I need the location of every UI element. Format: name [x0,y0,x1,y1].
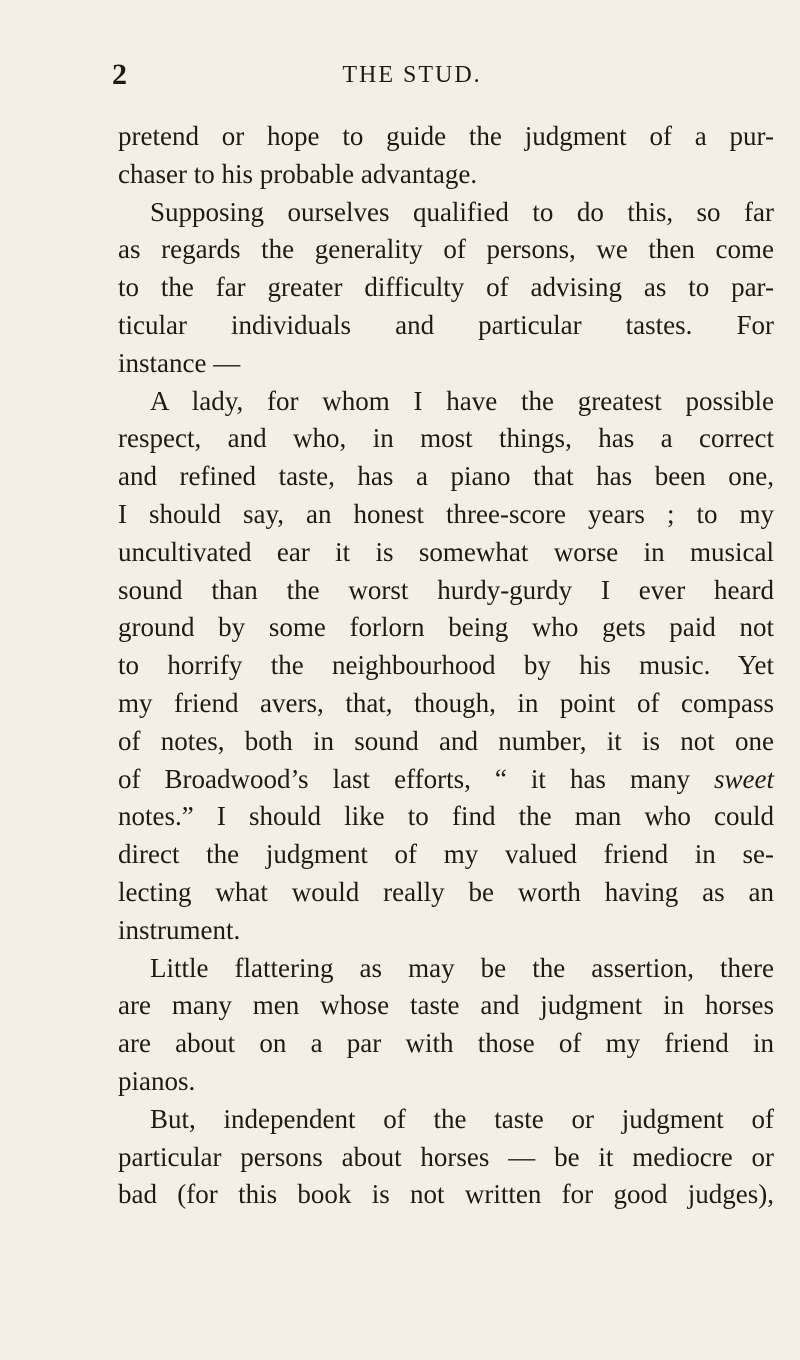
line-text: to the far greater difficulty of advising as to par- [118,272,774,303]
line-text: my friend avers, that, though, in point of compass [118,687,774,718]
text-line [118,156,774,194]
text-line [118,1176,774,1214]
line-text: pianos. [118,1065,196,1096]
line-text: as regards the generality of persons, we then come [118,234,774,265]
text-line [118,118,774,156]
line-text: But, independent of the taste or judgment of [150,1103,774,1134]
text-line [118,609,774,647]
text-line [118,572,774,610]
text-line [118,950,774,988]
text-line [118,1101,774,1139]
running-head: THE STUD. [342,62,482,88]
text-line [118,1025,774,1063]
text-line [118,987,774,1025]
text-line [118,1139,774,1177]
body-text [118,118,774,1214]
page-header [112,58,712,98]
text-line [118,420,774,458]
line-text: uncultivated ear it is somewhat worse in musical [118,536,774,567]
text-line [118,383,774,421]
text-line [118,912,774,950]
text-line [118,798,774,836]
text-line [118,761,774,799]
line-text: are many men whose taste and judgment in horses [118,990,774,1021]
line-text: chaser to his probable advantage. [118,158,478,189]
text-line [118,458,774,496]
text-line [118,307,774,345]
line-text: ground by some forlorn being who gets paid not [118,612,774,643]
italic-word: sweet [714,763,775,794]
line-text: to horrify the neighbourhood by his music. Yet [118,650,774,681]
line-text: Little flattering as may be the assertion, there [150,952,774,983]
text-line [118,1063,774,1101]
text-line [118,231,774,269]
text-line [118,874,774,912]
line-text: pretend or hope to guide the judgment of a pur- [118,121,774,151]
line-text: of Broadwood’s last efforts, “ it has many [118,763,690,794]
line-text: and refined taste, has a piano that has been one, [118,461,774,492]
line-text: A lady, for whom I have the greatest possible [150,385,774,416]
line-text: of notes, both in sound and number, it is not one [118,725,774,756]
line-text: notes.” I should like to find the man who could [118,801,774,832]
line-text: instance — [118,347,241,378]
line-text: bad (for this book is not written for good judges), [118,1179,774,1210]
line-text: are about on a par with those of my friend in [118,1028,774,1059]
text-line [118,685,774,723]
text-line [118,647,774,685]
line-text: instrument. [118,914,241,945]
line-text: direct the judgment of my valued friend in se- [118,839,774,870]
text-line [118,345,774,383]
text-line [118,496,774,534]
line-text: Supposing ourselves qualified to do this, so far [150,196,774,227]
text-line [118,534,774,572]
line-text: ticular individuals and particular tastes. For [118,309,774,340]
text-line [118,269,774,307]
line-text: respect, and who, in most things, has a correct [118,423,774,454]
text-line [118,723,774,761]
line-text: sound than the worst hurdy-gurdy I ever heard [118,574,774,605]
text-line [118,836,774,874]
text-line [118,194,774,232]
line-text: I should say, an honest three-score years ; to my [118,498,774,529]
page-number: 2 [112,58,128,91]
line-text: particular persons about horses — be it mediocre or [118,1141,774,1172]
line-text: lecting what would really be worth having as an [118,876,774,907]
